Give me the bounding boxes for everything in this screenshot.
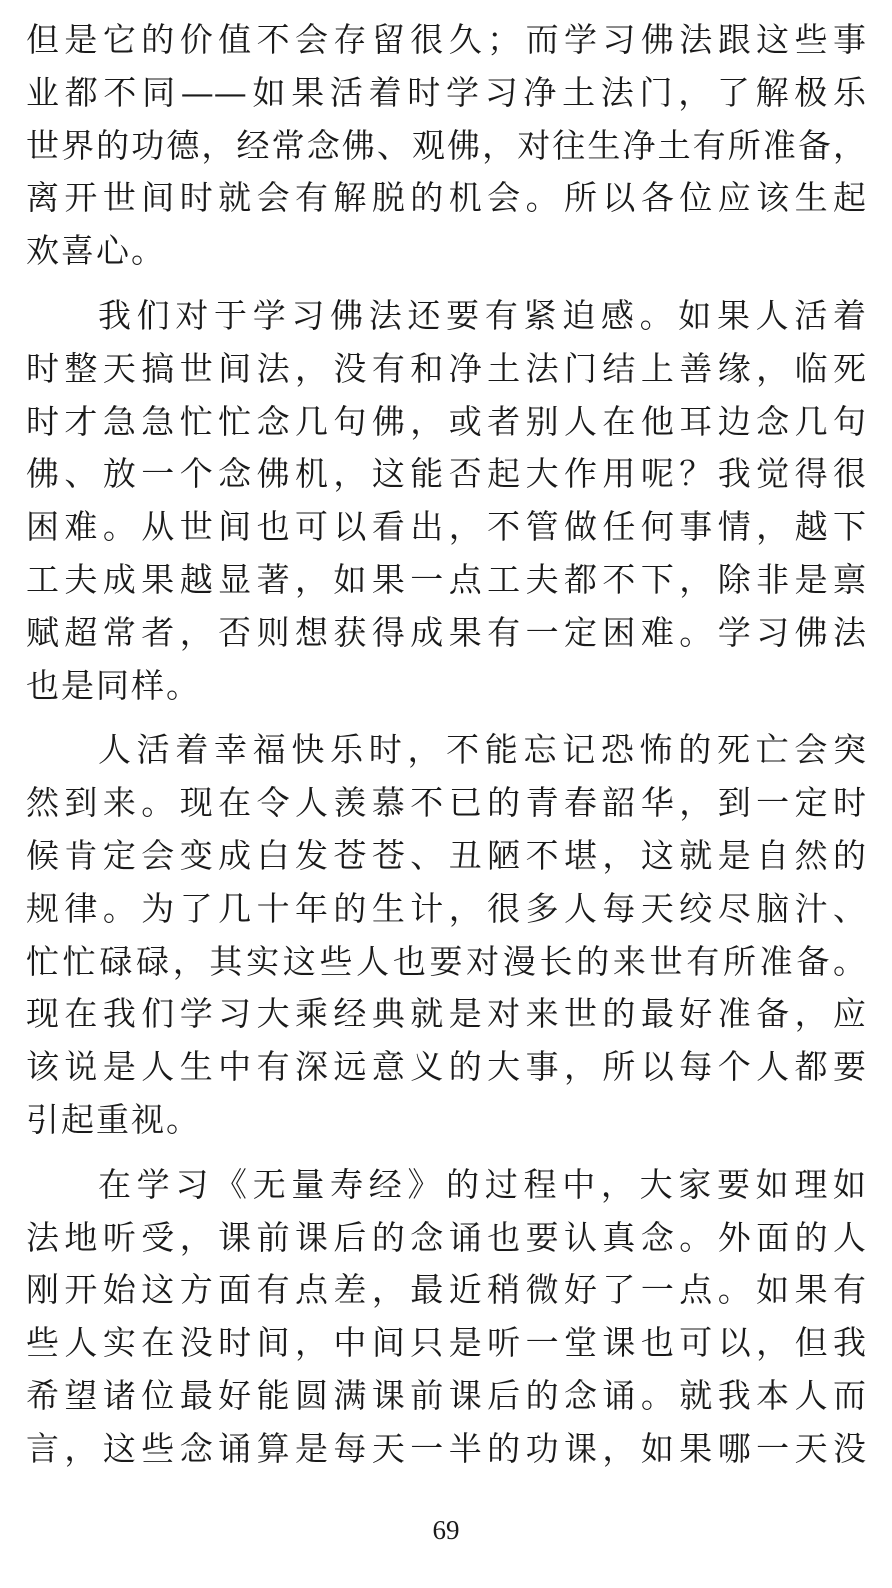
text-line: 忙忙碌碌，其实这些人也要对漫长的来世有所准备。 [26, 941, 866, 981]
text-line: 欢喜心。 [26, 231, 166, 271]
text-line: 候肯定会变成白发苍苍、丑陋不堪，这就是自然的 [26, 835, 866, 875]
text-line: 世界的功德，经常念佛、观佛，对往生净土有所准备， [26, 125, 866, 165]
text-line: 希望诸位最好能圆满课前课后的念诵。就我本人而 [26, 1375, 866, 1415]
body-text [26, 14, 866, 1488]
text-line: 引起重视。 [26, 1099, 201, 1139]
text-line: 也是同样。 [26, 665, 201, 705]
paragraph-1 [26, 14, 866, 278]
text-line: 业都不同——如果活着时学习净土法门，了解极乐 [26, 72, 866, 112]
text-line: 我们对于学习佛法还要有紧迫感。如果人活着 [98, 295, 866, 335]
text-line: 佛、放一个念佛机，这能否起大作用呢？我觉得很 [26, 454, 866, 494]
text-line: 人活着幸福快乐时，不能忘记恐怖的死亡会突 [98, 730, 866, 770]
text-line: 时才急急忙忙念几句佛，或者别人在他耳边念几句 [26, 401, 866, 441]
text-line: 言，这些念诵算是每天一半的功课，如果哪一天没 [26, 1428, 866, 1468]
text-line: 时整天搞世间法，没有和净土法门结上善缘，临死 [26, 348, 866, 388]
paragraph-3 [26, 724, 866, 1146]
text-line: 在学习《无量寿经》的过程中，大家要如理如 [98, 1164, 866, 1204]
text-line: 但是它的价值不会存留很久；而学习佛法跟这些事 [26, 20, 866, 59]
text-line: 规律。为了几十年的生计，很多人每天绞尽脑汁、 [26, 888, 866, 928]
text-line: 刚开始这方面有点差，最近稍微好了一点。如果有 [26, 1270, 866, 1310]
text-line: 困难。从世间也可以看出，不管做任何事情，越下 [26, 507, 866, 547]
paragraph-2 [26, 290, 866, 712]
text-line: 离开世间时就会有解脱的机会。所以各位应该生起 [26, 178, 866, 218]
page-number: 69 [432, 1515, 460, 1545]
text-line: 法地听受，课前课后的念诵也要认真念。外面的人 [26, 1217, 866, 1257]
paragraph-4 [26, 1159, 866, 1476]
text-line: 些人实在没时间，中间只是听一堂课也可以，但我 [26, 1323, 866, 1363]
text-line: 工夫成果越显著，如果一点工夫都不下，除非是禀 [26, 559, 866, 599]
text-line: 该说是人生中有深远意义的大事，所以每个人都要 [26, 1047, 866, 1087]
text-line: 赋超常者，否则想获得成果有一定困难。学习佛法 [26, 612, 866, 652]
text-line: 然到来。现在令人羡慕不已的青春韶华，到一定时 [26, 783, 866, 823]
text-line: 现在我们学习大乘经典就是对来世的最好准备，应 [26, 994, 866, 1034]
